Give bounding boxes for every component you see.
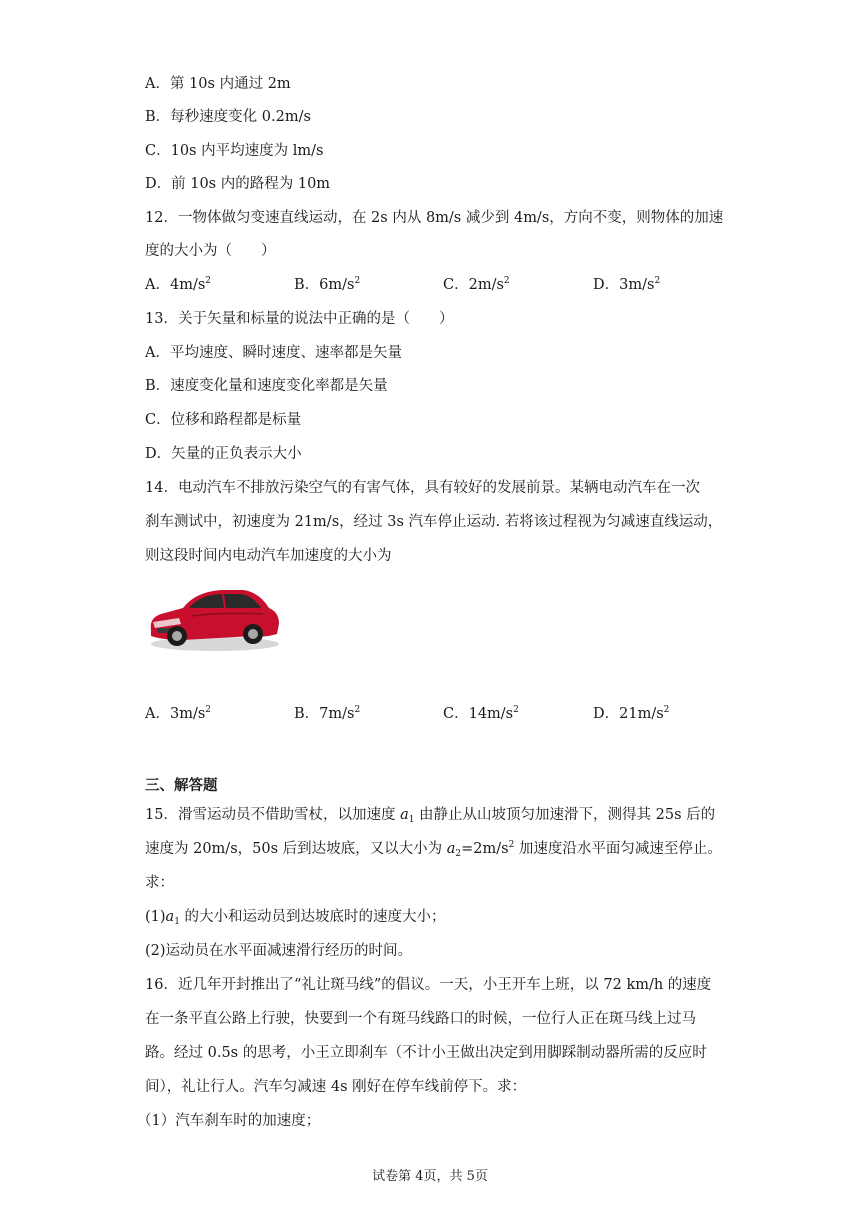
q15-sub2: (2)运动员在水平面减速滑行经历的时间。: [145, 943, 413, 959]
red-car-image: [143, 578, 283, 654]
q15-stem-line3: 求：: [145, 875, 174, 891]
q13-option-a: A．平均速度、瞬时速度、速率都是矢量: [145, 345, 402, 361]
q15-stem-line1: 15．滑雪运动员不借助雪杖，以加速度 $a_1$ 由静止从山坡顶匀加速滑下，测得其 25s 后的: [145, 807, 716, 825]
q16-stem-line1: 16．近几年开封推出了“礼让斑马线”的倡议。一天，小王开车上班，以 72 km/h 的速度: [145, 977, 712, 993]
q12-option-c: C．$2m/s^2$: [443, 276, 510, 293]
q14-option-d: D．$21m/s^2$: [593, 705, 670, 722]
q16-stem-line4: 间），礼让行人。汽车匀减速 4s 刚好在停车线前停下。求：: [145, 1079, 527, 1095]
q12-stem-line2: 度的大小为（ ）: [145, 243, 276, 259]
q13-option-d: D．矢量的正负表示大小: [145, 446, 302, 462]
q15-stem-line2: 速度为 20m/s，50s 后到达坡底，又以大小为 $a_2=2m/s^2$ 加速度沿水平面匀减速至停止。: [145, 840, 722, 859]
q12-option-b: B．$6m/s^2$: [294, 276, 361, 293]
q14-option-b: B．$7m/s^2$: [294, 705, 361, 722]
q13-option-c: C．位移和路程都是标量: [145, 412, 302, 428]
q14-stem-line1: 14．电动汽车不排放污染空气的有害气体，具有较好的发展前景。某辆电动汽车在一次: [145, 480, 700, 496]
q11-option-a: A．第 10s 内通过 2m: [145, 76, 291, 92]
page-footer: 试卷第 4页，共 5页: [372, 1169, 488, 1184]
q11-option-c: C．10s 内平均速度为 lm/s: [145, 143, 324, 159]
q13-option-b: B．速度变化量和速度变化率都是矢量: [145, 378, 388, 394]
q14-option-c: C．$14m/s^2$: [443, 705, 519, 722]
q11-option-d: D．前 10s 内的路程为 10m: [145, 176, 331, 192]
q13-stem: 13．关于矢量和标量的说法中正确的是（ ）: [145, 311, 454, 327]
q15-sub1: $(1)a_1$ 的大小和运动员到达坡底时的速度大小；: [145, 909, 446, 927]
q16-stem-line3: 路。经过 0.5s 的思考，小王立即刹车（不计小王做出决定到用脚踩制动器所需的反应时: [145, 1045, 707, 1061]
q16-stem-line2: 在一条平直公路上行驶，快要到一个有斑马线路口的时候，一位行人正在斑马线上过马: [145, 1011, 696, 1027]
q12-option-d: D．$3m/s^2$: [593, 276, 661, 293]
q14-stem-line2: 刹车测试中，初速度为 21m/s，经过 3s 汽车停止运动. 若将该过程视为匀减速直线运动，: [145, 514, 723, 530]
q11-option-b: B．每秒速度变化 0.2m/s: [145, 109, 311, 125]
q16-sub1: （1）汽车刹车时的加速度；: [137, 1113, 321, 1129]
section-heading: 三、解答题: [145, 777, 218, 794]
q12-stem-line1: 12．一物体做匀变速直线运动，在 2s 内从 8m/s 减少到 4m/s，方向不变，则物体的加速: [145, 210, 724, 226]
q12-option-a: A．$4m/s^2$: [145, 276, 212, 293]
q14-stem-line3: 则这段时间内电动汽车加速度的大小为: [145, 548, 392, 564]
q14-option-a: A．$3m/s^2$: [145, 705, 212, 722]
